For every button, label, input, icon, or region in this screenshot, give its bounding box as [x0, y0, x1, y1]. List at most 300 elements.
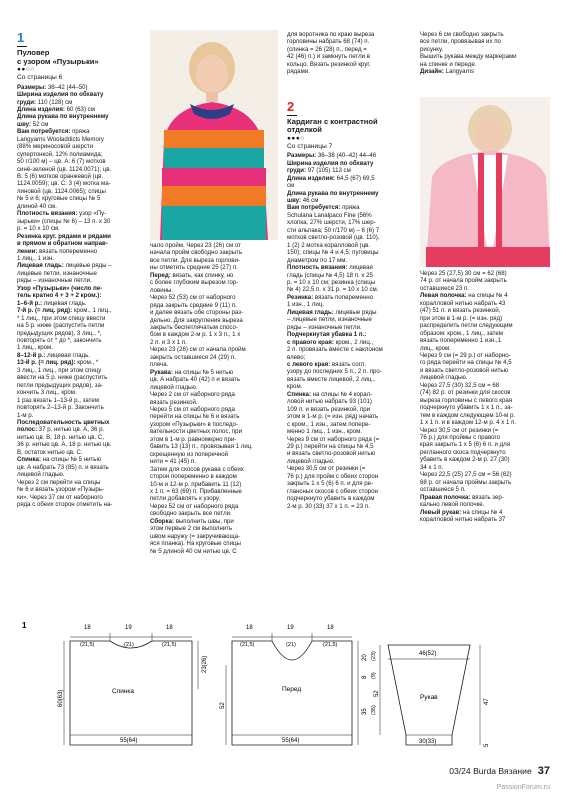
line-text: 36 р. нитью цв. А, 18 р. нитью цв.: [17, 441, 112, 449]
line-text: ряды – изнаночные петли.: [17, 277, 92, 285]
line-text: скрещенную из поперечной: [150, 450, 229, 458]
line-text: повторять 2–13-й р. Закончить: [17, 404, 104, 412]
text-line: [150, 354, 278, 361]
bold-term: Левый рукав:: [420, 508, 462, 516]
text-line: [150, 294, 278, 301]
text-line: [420, 31, 548, 38]
pattern-number-2: 2: [287, 98, 295, 114]
text-line: [150, 376, 278, 383]
line-text: Через 30,5 см от резинки (=: [420, 426, 499, 434]
text-line: [150, 324, 278, 331]
back-top-alt-2: (21): [124, 642, 134, 648]
line-text: вязать попеременно: [37, 247, 98, 255]
collar-instructions: [287, 31, 412, 76]
text-line: [420, 270, 550, 277]
front-top-1: 18: [246, 625, 253, 631]
line-text: предыдущих рядов), 3 лиц., *,: [17, 329, 102, 337]
text-line: [420, 479, 550, 486]
text-line: [17, 419, 139, 426]
line-text: В: 5 (6) мотков оранжевой (цв.: [17, 173, 104, 181]
line-text: № 5 и 6; круговые спицы № 5: [17, 195, 101, 203]
line-text: 3 лиц., 1 лиц., при этом спицу: [17, 366, 102, 374]
text-line: [150, 481, 278, 488]
line-text: убавить в каждом 2-м р. 27 (30): [420, 456, 510, 464]
text-line: [17, 113, 139, 120]
front-right-alt-2: (9): [371, 672, 377, 679]
page-footer: [449, 765, 550, 777]
text-line: [17, 121, 139, 128]
text-line: [420, 516, 550, 523]
line-text: Schulana Lanalpaco Fine (56%: [287, 211, 372, 219]
bold-term: Лицевая гладь:: [17, 262, 64, 270]
text-line: [287, 175, 412, 182]
line-text: Через 52 (53) см от наборного: [150, 294, 236, 302]
cardigan-title: Кардиган с контрастной: [287, 116, 378, 126]
bold-term: Спинка:: [287, 390, 311, 398]
line-text: свободно закрыть все петли.: [150, 510, 232, 518]
text-line: [420, 427, 550, 434]
line-text: закрыть оставшиеся 24 (29) п.: [150, 353, 236, 361]
text-line: [17, 136, 139, 143]
line-text: Через 25 (27,5) 30 см = 62 (68): [420, 270, 507, 277]
text-line: [287, 227, 412, 234]
front-top-3: 18: [327, 625, 334, 631]
pattern-number-1: 1: [17, 30, 25, 45]
back-top-1: 18: [84, 625, 91, 631]
sleeve-label: Рукав: [420, 694, 438, 701]
text-line: [150, 399, 278, 406]
page-ref: Со страницы 6: [17, 74, 63, 82]
text-line: [17, 225, 139, 232]
difficulty-dots: ●●●○: [287, 134, 305, 142]
line-text: оставшиеся 23 п.: [420, 284, 469, 292]
front-top-alt-1: (21,5): [240, 642, 255, 648]
text-line: [287, 257, 412, 264]
line-text: плеча.: [150, 361, 169, 369]
line-text: В, остаток нитью цв. С.: [17, 448, 83, 456]
line-text: при этом в 1-м р. (= изн. ряд): [420, 314, 503, 322]
bold-term: Плотность вязания:: [287, 264, 348, 272]
line-text: ряды – изнаночные петли.: [287, 323, 362, 331]
line-text: хлопка, 27% шерсти, 17% шер-: [287, 219, 376, 227]
line-text: Через 5 см от наборного ряда: [150, 405, 235, 413]
line-text: ввести на 5 р. ниже (распустить: [17, 374, 108, 382]
sleeve-top: 46(52): [419, 651, 437, 657]
text-line: [17, 233, 139, 240]
text-line: [17, 494, 139, 501]
text-line: [17, 203, 139, 210]
line-text: вязать, как спинку, но: [170, 271, 234, 279]
bold-term: Размеры:: [287, 152, 317, 160]
line-text: кольцо. Вязать резинкой круг.: [287, 60, 371, 68]
bold-term: Перед:: [150, 271, 171, 279]
text-line: [150, 257, 278, 264]
text-line: [420, 285, 550, 292]
bold-term: Вам потребуется:: [287, 204, 341, 212]
line-text: лицевая гладь.: [45, 351, 90, 359]
text-line: [150, 458, 278, 465]
line-text: распределить петли следующим: [420, 322, 513, 330]
text-line: [17, 449, 139, 456]
text-line: [420, 501, 550, 508]
text-line: [150, 331, 278, 338]
text-line: [17, 471, 139, 478]
text-line: [17, 210, 139, 217]
text-line: [287, 53, 412, 60]
bold-term: груди:: [287, 167, 307, 175]
line-text: (88% мериносовой шерсти: [17, 143, 94, 151]
text-line: [17, 166, 139, 173]
line-text: Через 52 см от наборного ряда: [150, 502, 239, 510]
line-text: закрыть беспетлячатым спосо-: [150, 323, 238, 331]
text-line: [150, 428, 278, 435]
front-right-2: 8: [362, 675, 368, 679]
line-text: № 5 длиной 40 см нитью цв. С: [150, 547, 237, 555]
line-text: с кром., 1 изн., затем попере-: [287, 420, 371, 428]
text-line: [287, 368, 412, 375]
text-line: [150, 302, 278, 309]
line-text: № 4) 22,5 п. х 31 р. = 10 х 10 см.: [287, 286, 379, 294]
text-line: [287, 346, 412, 353]
text-line: [420, 46, 548, 53]
text-line: [420, 307, 550, 314]
text-line: [150, 421, 278, 428]
bold-term: Последовательность цветных: [17, 418, 110, 426]
bold-term: Лицевая гладь:: [287, 308, 334, 316]
text-line: [420, 359, 550, 366]
line-text: сторон попеременно в каждом: [150, 473, 237, 481]
line-text: см: [287, 182, 295, 190]
bold-term: груди:: [17, 98, 37, 106]
line-text: на 5 р. ниже (распустить петли: [17, 322, 105, 330]
text-line: [150, 503, 278, 510]
line-text: 2 п. провязать вместе с наклоном: [287, 346, 383, 354]
line-text: сти альпака; 50 г/170 м) – 6 (6) 7: [287, 226, 380, 234]
text-line: [287, 167, 412, 174]
column-3: [287, 31, 412, 510]
bold-term: Длина рукава по внутреннему: [287, 189, 379, 197]
line-text: этом в 1-м р. равномерно при-: [150, 435, 237, 443]
text-line: [17, 412, 139, 419]
text-line: [150, 264, 278, 271]
text-line: [17, 464, 139, 471]
line-text: вязать зер-: [470, 493, 504, 501]
text-line: [420, 397, 550, 404]
text-line: [150, 272, 278, 279]
front-right-alt-1: (23): [371, 651, 377, 661]
bold-term: 13-й р. (= лиц. ряд):: [17, 359, 76, 367]
bold-term: Рукава:: [150, 368, 173, 376]
pullover-column: [17, 31, 139, 508]
line-text: регланного скоса подчеркнуто: [420, 448, 506, 456]
bold-term: шву:: [17, 120, 32, 128]
line-text: кром., 2 лиц.,: [333, 338, 374, 346]
line-text: 150); спицы № 4 и 4,5; пуговицы: [287, 249, 379, 257]
line-text: мотков светло-розовой (цв. 110),: [287, 234, 380, 242]
pullover-photo-illustration: [150, 30, 278, 240]
text-line: [420, 374, 550, 381]
bold-term: в прямом и обратном направ-: [17, 240, 108, 248]
line-text: зырьки» (спицы № 6) – 13 п. х 30: [17, 217, 111, 225]
bold-term: Вам потребуется:: [17, 128, 71, 136]
front-top-alt-3: (21,5): [323, 642, 338, 648]
text-line: [287, 264, 412, 271]
line-text: ны отметить средние 25 (27) п.: [150, 264, 238, 272]
bold-term: 8–12-й р.:: [17, 351, 46, 359]
line-text: Через 9 см (= 29 р.) от наборно-: [420, 351, 511, 359]
line-text: кончить 3 лиц., кром.: [17, 389, 77, 397]
text-line: [17, 389, 139, 396]
line-text: этом первые 2 см выполнить: [150, 525, 233, 533]
line-text: коралловой нитью набрать 43: [420, 299, 506, 307]
line-text: 76 р.) для проймы с правого: [420, 433, 500, 441]
line-text: подчеркнуто убавить 1 х 1 п., за-: [420, 404, 513, 412]
design-credit: [420, 31, 548, 76]
text-line: [150, 369, 278, 376]
text-line: [150, 317, 278, 324]
line-text: 1 (2) 2 мотка коралловой (цв.: [287, 241, 370, 249]
line-text: 109 п. и вязать резинкой, при: [287, 405, 371, 413]
text-line: [420, 449, 550, 456]
back-top-2: 19: [125, 625, 132, 631]
text-line: [150, 525, 278, 532]
text-line: [287, 383, 412, 390]
line-text: х 1 п. = 63 (69) п. Прибавленные: [150, 487, 242, 495]
text-line: [17, 91, 139, 98]
text-line: [150, 488, 278, 495]
line-text: го ряда перейти на спицы № 4,5: [420, 359, 512, 367]
schematic-diagram: [0, 615, 566, 765]
cardigan-instructions: [287, 152, 412, 510]
pullover-instructions: [17, 84, 139, 509]
text-line: [150, 413, 278, 420]
line-text: на спинке и переде.: [420, 60, 477, 68]
line-text: глансных скосов с обеих сторон: [287, 487, 378, 495]
line-text: ряда закрыть средние 9 (11) п.: [150, 301, 237, 309]
line-text: вязать резинкой.: [150, 398, 198, 406]
bold-term: с правого края:: [287, 338, 334, 346]
text-line: [420, 456, 550, 463]
line-text: нити = 41 (45) п.: [150, 458, 196, 466]
text-line: [17, 397, 139, 404]
back-label: Спинка: [112, 688, 135, 695]
text-line: [17, 106, 139, 113]
line-text: 110 (128) см: [36, 98, 73, 106]
line-text: узору до последних 5 п., 2 п. про-: [287, 368, 382, 376]
sleeve-bottom: 30(33): [419, 739, 437, 745]
line-text: начала пройм свободно закрыть: [150, 249, 243, 257]
text-line: [287, 376, 412, 383]
line-text: * 1 лиц., при этом спицу ввести: [17, 314, 106, 322]
text-line: [287, 339, 412, 346]
bold-term: Ширина изделия по обхвату: [17, 91, 104, 99]
photo-pullover: [150, 30, 278, 240]
line-text: Через 6 см свободно закрыть: [420, 31, 504, 38]
text-line: [420, 471, 550, 478]
text-line: [287, 46, 412, 53]
line-text: 68 р. от начала проймы закрыть: [420, 478, 512, 486]
text-line: [150, 361, 278, 368]
text-line: [150, 548, 278, 555]
text-line: [287, 406, 412, 413]
text-line: [17, 337, 139, 344]
text-line: [17, 195, 139, 202]
text-line: [287, 391, 412, 398]
text-line: [150, 279, 278, 286]
text-line: [287, 286, 412, 293]
text-line: [150, 518, 278, 525]
text-line: [420, 322, 550, 329]
line-text: – лицевые петли, изнаночные: [287, 316, 372, 324]
text-line: [287, 234, 412, 241]
line-text: вательности цветных полос, при: [150, 428, 242, 436]
text-line: [17, 285, 139, 292]
text-line: [287, 249, 412, 256]
text-line: [17, 486, 139, 493]
line-text: 37 р. нитью цв. А, 36 р.: [37, 426, 105, 434]
line-text: выреза горловины с левого края: [420, 396, 513, 404]
line-text: и вязать светло-розовой нитью: [287, 450, 376, 458]
line-text: на спицы № 5 нитью: [172, 368, 234, 376]
issue-label: 03/24 Burda Вязание: [449, 766, 532, 776]
text-line: [17, 188, 139, 195]
text-line: [287, 443, 412, 450]
text-line: [287, 331, 412, 338]
text-line: [287, 31, 412, 38]
line-text: р. = 10 х 10 см.: [17, 225, 60, 233]
text-line: [287, 190, 412, 197]
text-line: [17, 307, 139, 314]
text-line: [17, 382, 139, 389]
line-text: гладь (спицы № 4,5) 18 п. x 25: [287, 271, 373, 279]
line-text: Через 2 см от наборного ряда: [150, 391, 235, 399]
text-line: [287, 421, 412, 428]
line-text: оставшиеся 5 п.: [420, 486, 466, 494]
text-line: [150, 309, 278, 316]
text-line: [17, 367, 139, 374]
front-left: 52: [220, 702, 226, 709]
text-line: [420, 434, 550, 441]
line-text: 1 раз вязать 1–13-й р., затем: [17, 396, 99, 404]
pullover-instructions-cont: [150, 242, 278, 555]
text-line: [17, 374, 139, 381]
line-text: 36–42 (44–50): [46, 83, 88, 91]
line-text: вязать попеременно 1 изн.,1: [420, 337, 502, 345]
line-text: кром.: [287, 383, 303, 391]
bold-term: Левая полочка:: [420, 292, 467, 300]
page-number: 37: [537, 765, 550, 777]
text-line: [150, 384, 278, 391]
text-line: [17, 330, 139, 337]
text-line: [150, 391, 278, 398]
bold-term: Правая полочка:: [420, 493, 471, 501]
back-armhole: 23(26): [202, 655, 208, 673]
text-line: [17, 270, 139, 277]
text-line: [287, 413, 412, 420]
line-text: кально левой полочке.: [420, 501, 485, 509]
back-top-alt-1: (21,5): [80, 642, 95, 648]
line-text: 36–38 (40–42) 44–46: [316, 152, 377, 160]
line-text: Через 2 см перейти на спицы: [17, 478, 101, 486]
text-line: [150, 533, 278, 540]
line-text: Через 9 см от наборного ряда (=: [287, 435, 380, 443]
line-text: р. = 10 х 10 см; резинка (спицы: [287, 279, 376, 287]
front-right-alt-3: (35): [371, 705, 377, 715]
line-text: вязать вместе лицевой, 2 лиц.,: [287, 375, 375, 383]
text-line: [287, 436, 412, 443]
text-line: [420, 352, 550, 359]
line-text: все петли. Для выреза горлови-: [150, 256, 240, 264]
line-text: линовой (цв. 1124.0065); спицы: [17, 187, 106, 195]
line-text: 46 см: [301, 197, 319, 205]
bold-term: Подчеркнутая убавка 1 п.:: [287, 331, 367, 339]
line-text: на спицы № 5 нитью: [40, 456, 102, 464]
text-line: [287, 294, 412, 301]
line-text: 64,5 (67) 69,5: [334, 174, 375, 182]
text-line: [287, 160, 412, 167]
text-line: [420, 38, 548, 45]
text-line: [420, 68, 548, 75]
text-line: [17, 277, 139, 284]
text-line: [420, 345, 550, 352]
line-text: 1-м р.: [17, 411, 34, 419]
text-line: [17, 248, 139, 255]
line-text: края закрыть 1 х 5 (6) 6 п. и для: [420, 441, 511, 449]
text-line: [150, 510, 278, 517]
line-text: 1 лиц., кром.: [17, 344, 53, 352]
line-text: горловины набрать 68 (74) п.: [287, 38, 370, 46]
line-text: лицевой гладью.: [150, 383, 198, 391]
text-line: [287, 152, 412, 159]
text-line: [287, 398, 412, 405]
text-line: [17, 84, 139, 91]
cardigan-subtitle: отделкой: [287, 125, 322, 135]
text-line: [287, 309, 412, 316]
text-line: [17, 479, 139, 486]
text-line: [150, 346, 278, 353]
line-text: Langyarns: [443, 68, 475, 76]
text-line: [17, 456, 139, 463]
text-line: [287, 488, 412, 495]
line-text: кром., *: [75, 359, 99, 367]
bold-term: Узор «Пузырьки» (число пе-: [17, 284, 103, 292]
line-text: рядами.: [287, 68, 310, 76]
sleeve-left: 52: [374, 690, 380, 697]
line-text: на спицы № 4: [461, 508, 503, 516]
text-line: [287, 354, 412, 361]
text-line: [287, 279, 412, 286]
text-line: [17, 128, 139, 135]
bold-term: Сборка:: [150, 517, 174, 525]
line-text: лицевые петли, изнаночные: [17, 269, 97, 277]
line-text: длиной 40 см.: [17, 202, 57, 210]
bold-term: Резинка:: [287, 293, 314, 301]
bold-term: шву:: [287, 197, 302, 205]
text-line: [287, 204, 412, 211]
front-right-3: 35: [362, 708, 368, 715]
line-text: бавить 13 (13) п., провязывая 1 лиц.: [150, 443, 253, 451]
line-text: узором «Пузырьки» в последо-: [150, 420, 238, 428]
text-line: [17, 315, 139, 322]
text-line: [287, 465, 412, 472]
text-line: [420, 292, 550, 299]
pullover-subtitle: с узором «Пузырьки»: [17, 56, 99, 66]
text-line: [17, 158, 139, 165]
text-line: [287, 301, 412, 308]
line-text: Через 22,5 (25) 27,5 см = 56 (62): [420, 471, 512, 479]
text-line: [420, 367, 550, 374]
line-text: этом в 1-м р. (= изн. ряд) начать: [287, 413, 379, 421]
